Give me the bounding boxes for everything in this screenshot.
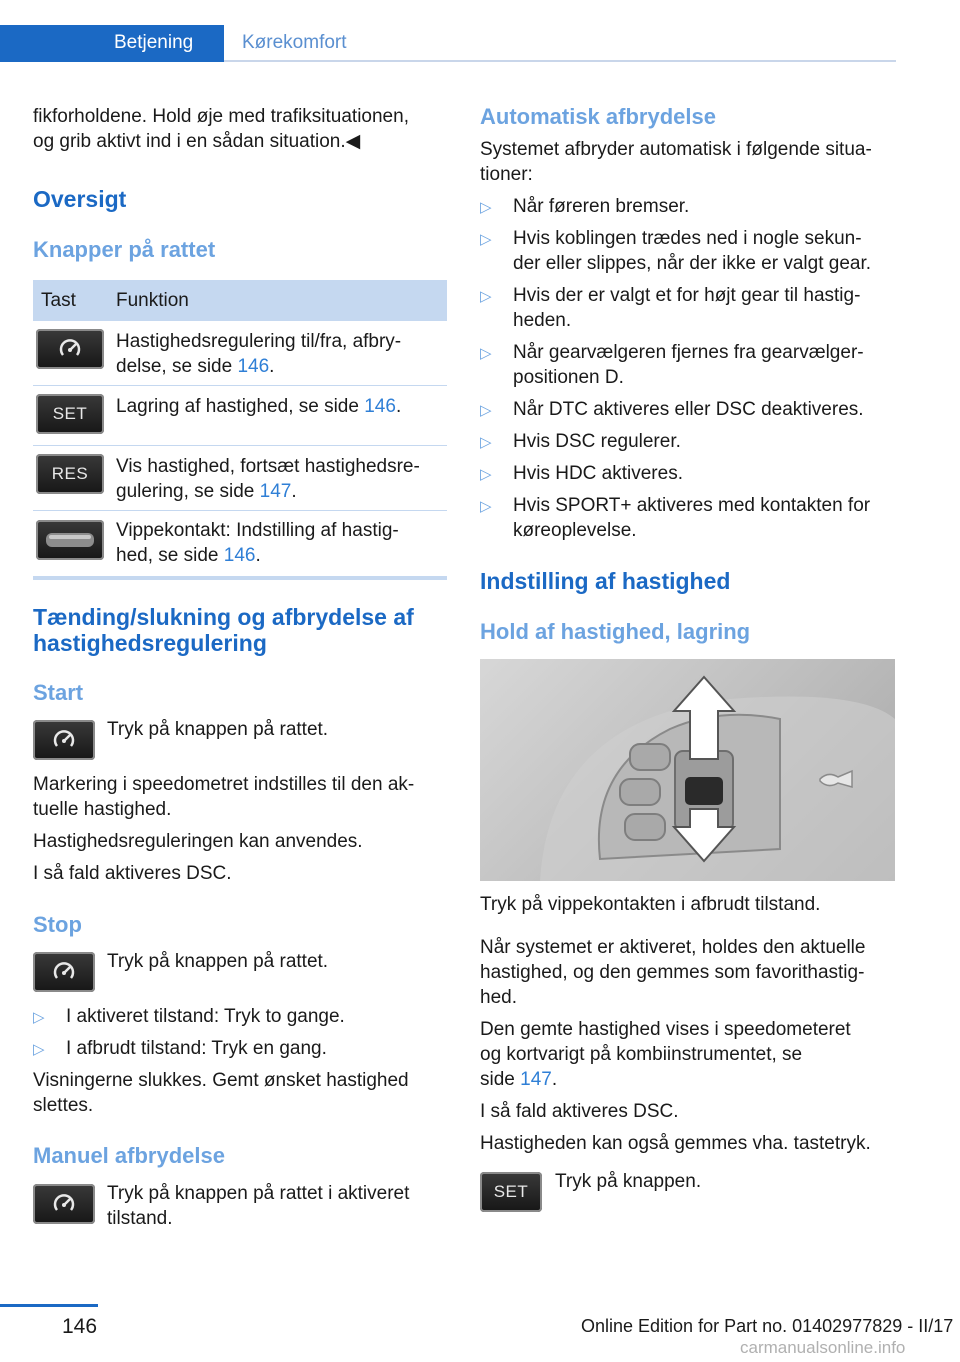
intro-text: fikforholdene. Hold øje med trafiksituationen, og grib aktivt ind i en sådan situation.◀ <box>33 106 409 152</box>
heading-oversigt: Oversigt <box>33 186 127 212</box>
watermark: carmanualsonline.info <box>740 1338 906 1357</box>
cruise-icon <box>49 959 79 985</box>
heading-knapper: Knapper på rattet <box>33 237 216 262</box>
page-link[interactable]: 147 <box>259 481 292 502</box>
table-header <box>33 280 447 321</box>
dsc-text-2: I så fald aktiveres DSC. <box>480 1101 679 1122</box>
dsc-text: I så fald aktiveres DSC. <box>33 863 232 884</box>
list-item: ▷ Hvis der er valgt et for højt gear til hastig- heden. <box>480 285 861 331</box>
page-link[interactable]: 146 <box>364 396 396 417</box>
cruise-control-key <box>33 1184 95 1224</box>
start-text: Tryk på knappen på rattet. <box>107 719 329 740</box>
list-item: ▷ Hvis HDC aktiveres. <box>480 463 683 484</box>
rocker-switch-key <box>36 520 104 560</box>
figure-caption: Tryk på vippekontakten i afbrudt tilstand. <box>480 894 821 915</box>
bullet-icon: ▷ <box>33 1041 45 1058</box>
hastighed-kan-text: Hastighedsreguleringen kan anvendes. <box>33 831 363 852</box>
markering-text: Markering i speedometret indstilles til den ak- tuelle hastighed. <box>33 774 415 820</box>
heading-manuel: Manuel afbrydelse <box>33 1143 225 1168</box>
heading-taending: Tænding/slukning og afbrydelse af hastighedsregulering <box>33 604 414 656</box>
cruise-icon <box>49 1191 79 1217</box>
tab-betjening-label: Betjening <box>114 32 194 53</box>
cruise-control-key <box>33 720 95 760</box>
set-key: SET <box>36 394 104 434</box>
row-divider <box>33 510 447 511</box>
cruise-icon <box>55 336 85 362</box>
table-row: Vippekontakt: Indstilling af hastig- hed, se side 146. <box>116 520 399 566</box>
list-item: ▷ Hvis koblingen trædes ned i nogle sekun- der eller slippes, når der ikke er valgt gear. <box>480 228 872 274</box>
steering-wheel-figure <box>480 659 895 881</box>
table-row: Lagring af hastighed, se side 146. <box>116 396 402 417</box>
gemte-text: Den gemte hastighed vises i speedometeret og kortvarigt på kombiinstrumentet, se side 147. <box>480 1019 851 1090</box>
list-item: ▷ I afbrudt tilstand: Tryk en gang. <box>33 1038 327 1059</box>
list-item: ▷ Hvis SPORT+ aktiveres med kontakten for køreoplevelse. <box>480 495 871 541</box>
row-divider <box>33 445 447 446</box>
heading-hold: Hold af hastighed, lagring <box>480 619 751 644</box>
col-funktion: Funktion <box>116 290 189 311</box>
set-text: Tryk på knappen. <box>555 1171 702 1192</box>
row-divider <box>33 385 447 386</box>
cruise-control-key <box>36 329 104 369</box>
cruise-icon <box>49 727 79 753</box>
edition-text: Online Edition for Part no. 01402977829 - II/17 <box>581 1316 954 1336</box>
page-link[interactable]: 146 <box>237 356 270 377</box>
tastetryk-text: Hastigheden kan også gemmes vha. tastetryk. <box>480 1133 871 1154</box>
manuel-text: Tryk på knappen på rattet i aktiveret tilstand. <box>107 1183 410 1229</box>
auto-intro: Systemet afbryder automatisk i følgende situa- tioner: <box>480 139 872 185</box>
heading-indstilling: Indstilling af hastighed <box>480 568 731 594</box>
list-item: ▷ Når føreren bremser. <box>480 196 690 217</box>
bullet-icon: ▷ <box>480 466 492 483</box>
table-row: Hastighedsregulering til/fra, afbry- delse, se side 146. <box>116 331 402 377</box>
cruise-control-key <box>33 952 95 992</box>
table-end-rule <box>33 576 447 580</box>
list-item: ▷ Når DTC aktiveres eller DSC deaktiveres. <box>480 399 864 420</box>
footer-rule <box>0 1304 98 1307</box>
bullet-icon: ▷ <box>480 288 492 305</box>
page-number: 146 <box>62 1315 98 1338</box>
list-item: ▷ Hvis DSC regulerer. <box>480 431 681 452</box>
bullet-icon: ▷ <box>480 199 492 216</box>
table-row: Vis hastighed, fortsæt hastighedsre- gulering, se side 147. <box>116 456 420 502</box>
heading-start: Start <box>33 680 84 705</box>
bullet-icon: ▷ <box>480 231 492 248</box>
bullet-icon: ▷ <box>33 1009 45 1026</box>
tab-korekomfort-label: Kørekomfort <box>242 32 347 53</box>
visninger-text: Visningerne slukkes. Gemt ønsket hastighed slettes. <box>33 1070 409 1116</box>
auto-bullet-list <box>480 194 900 550</box>
heading-stop: Stop <box>33 912 82 937</box>
list-item: ▷ Når gearvælgeren fjernes fra gearvælger- positionen D. <box>480 342 864 388</box>
bullet-icon: ▷ <box>480 434 492 451</box>
heading-automatisk: Automatisk afbrydelse <box>480 104 716 129</box>
col-tast: Tast <box>41 290 76 311</box>
bullet-icon: ▷ <box>480 345 492 362</box>
page-link[interactable]: 146 <box>223 545 256 566</box>
stop-text: Tryk på knappen på rattet. <box>107 951 329 972</box>
bullet-icon: ▷ <box>480 498 492 515</box>
steering-wheel-rocker-illustration <box>480 659 895 881</box>
naar-text: Når systemet er aktiveret, holdes den aktuelle hastighed, og den gemmes som favorithastig- hed. <box>480 937 866 1008</box>
rocker-icon <box>43 527 97 553</box>
res-key: RES <box>36 454 104 494</box>
tab-betjening[interactable] <box>0 25 224 62</box>
bullet-icon: ▷ <box>480 402 492 419</box>
set-key: SET <box>480 1172 542 1212</box>
page-link[interactable]: 147 <box>520 1069 552 1090</box>
list-item: ▷ I aktiveret tilstand: Tryk to gange. <box>33 1006 345 1027</box>
